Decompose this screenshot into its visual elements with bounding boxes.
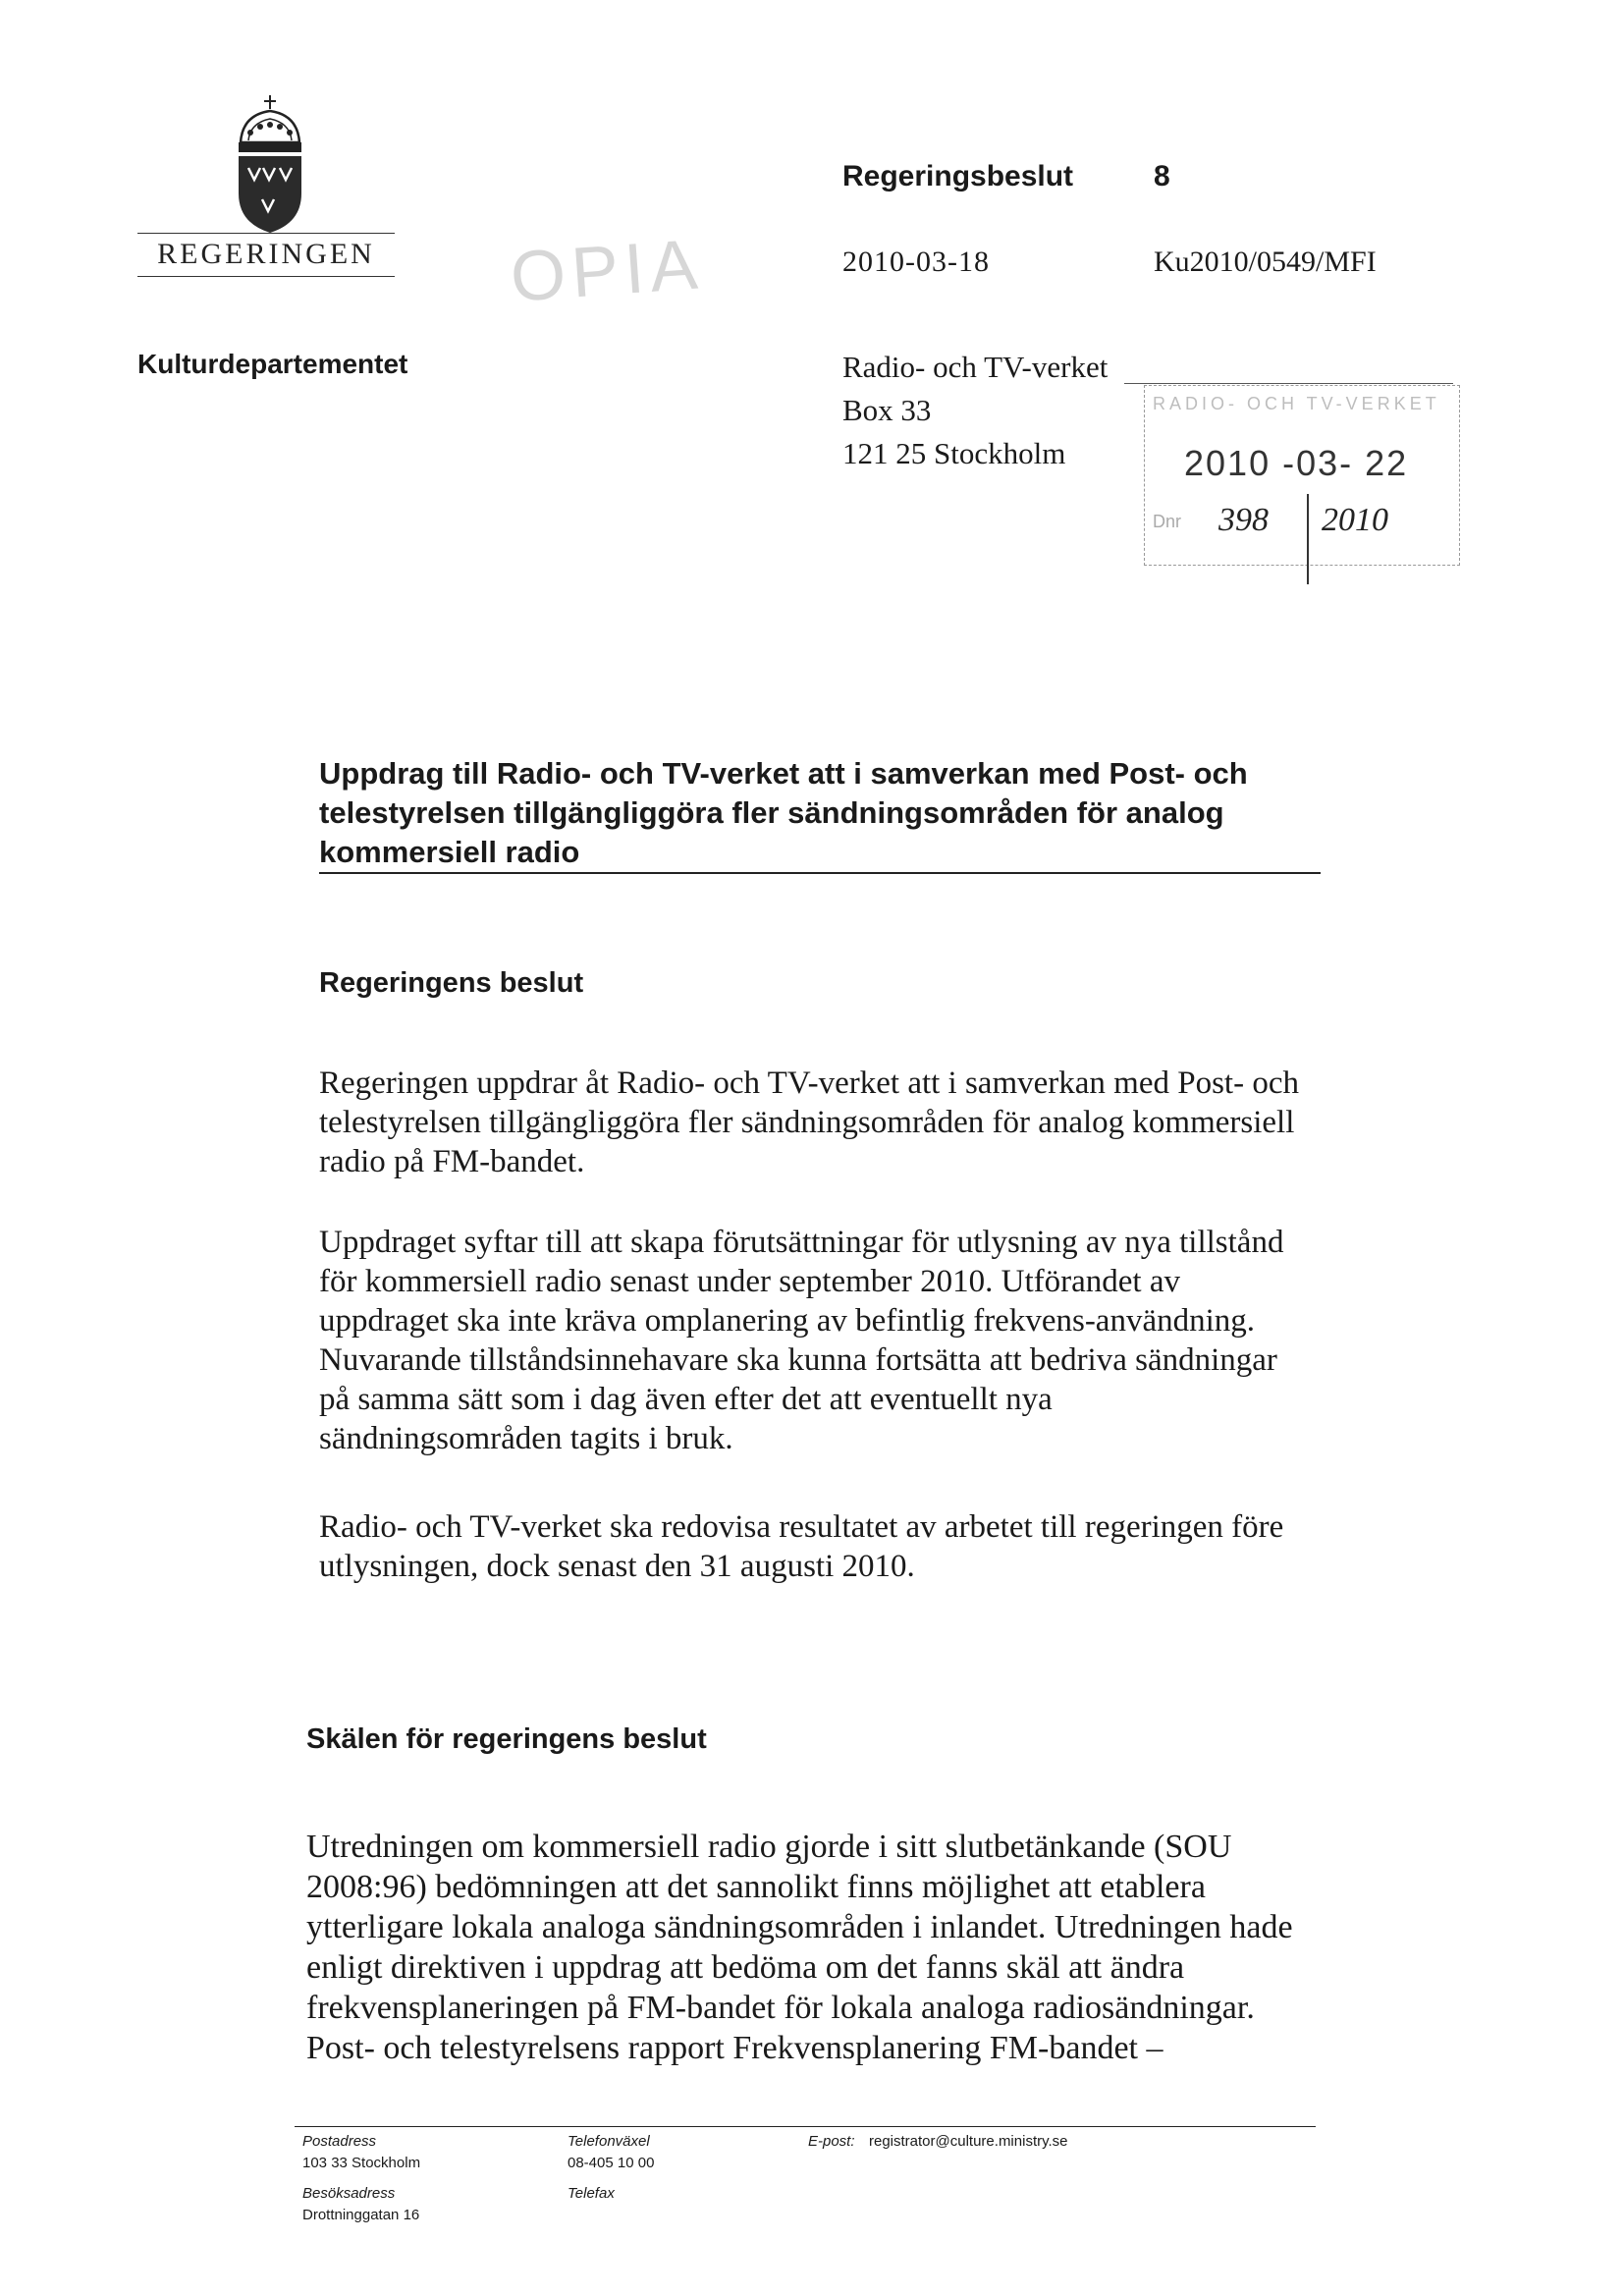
received-stamp-dnr-year: 2010 [1322, 502, 1388, 538]
government-logo [137, 93, 403, 270]
received-stamp-divider [1307, 494, 1309, 584]
address-rule [1124, 383, 1453, 384]
page-number: 8 [1154, 160, 1170, 192]
recipient-name: Radio- och TV-verket [842, 350, 1109, 384]
copy-stamp: OPIA [508, 225, 706, 317]
footer-postadress-label: Postadress [302, 2133, 377, 2150]
decision-paragraph-2: Uppdraget syftar till att skapa förutsättningar för utlysning av nya tillstånd för kommersiell radio senast under september 2010. Utförandet av uppdraget ska inte kräva omplanering av befintlig frekvens-användning. Nuvarande tillståndsinnehavare ska kunna fortsätta att bedriva sändningar på samma sätt som i dag även efter det att eventuellt nya sändningsområden tagits i bruk. [319, 1225, 1284, 1456]
recipient-city: 121 25 Stockholm [842, 436, 1066, 470]
footer-telefonvaxel-label: Telefonväxel [568, 2133, 650, 2150]
title-rule [319, 872, 1321, 874]
footer-telefonvaxel: 08-405 10 00 [568, 2155, 655, 2171]
crown-crest-icon [231, 93, 309, 241]
logo-text: REGERINGEN [157, 238, 375, 270]
logo-rule-bottom [137, 276, 395, 277]
received-stamp [1144, 385, 1460, 566]
department-name: Kulturdepartementet [137, 349, 408, 379]
footer-rule [295, 2126, 1316, 2127]
decision-paragraph-1: Regeringen uppdrar åt Radio- och TV-verket att i samverkan med Post- och telestyrelsen tillgängliggöra fler sändningsområden för analog kommersiell radio på FM-bandet. [319, 1066, 1299, 1179]
received-stamp-date: 2010 -03- 22 [1184, 443, 1409, 483]
footer-email-label: E-post: [808, 2133, 855, 2150]
reasons-paragraph-1: Utredningen om kommersiell radio gjorde i sitt slutbetänkande (SOU 2008:96) bedömningen att det sannolikt finns möjlighet att etablera ytterligare lokala analoga sändningsområden i inlandet. Utredningen hade enligt direktiven i uppdrag att bedöma om det fanns skäl att ändra frekvensplaneringen på FM-bandet för lokala analoga radiosändningar. Post- och telestyrelsens rapport Frekvensplanering FM-bandet – [306, 1829, 1293, 2066]
received-stamp-header: RADIO- OCH TV-VERKET [1153, 394, 1440, 413]
document-type: Regeringsbeslut [842, 160, 1074, 192]
footer-postadress: 103 33 Stockholm [302, 2155, 421, 2171]
recipient-box: Box 33 [842, 393, 932, 427]
received-stamp-dnr-number: 398 [1218, 502, 1269, 538]
footer-telefax-label: Telefax [568, 2185, 615, 2202]
document-reference: Ku2010/0549/MFI [1154, 246, 1377, 278]
section-heading-reasons: Skälen för regeringens beslut [306, 1723, 707, 1755]
received-stamp-dnr-label: Dnr [1153, 512, 1182, 531]
decision-paragraph-3: Radio- och TV-verket ska redovisa resultatet av arbetet till regeringen före utlysningen, dock senast den 31 augusti 2010. [319, 1509, 1284, 1584]
footer-besoksadress: Drottninggatan 16 [302, 2207, 420, 2223]
footer-besoksadress-label: Besöksadress [302, 2185, 396, 2202]
footer-email[interactable]: registrator@culture.ministry.se [869, 2133, 1068, 2150]
document-date: 2010-03-18 [842, 246, 990, 278]
document-title: Uppdrag till Radio- och TV-verket att i samverkan med Post- och telestyrelsen tillgängliggöra fler sändningsområden för analog kommersiell radio [319, 756, 1248, 869]
section-heading-decision: Regeringens beslut [319, 967, 584, 999]
